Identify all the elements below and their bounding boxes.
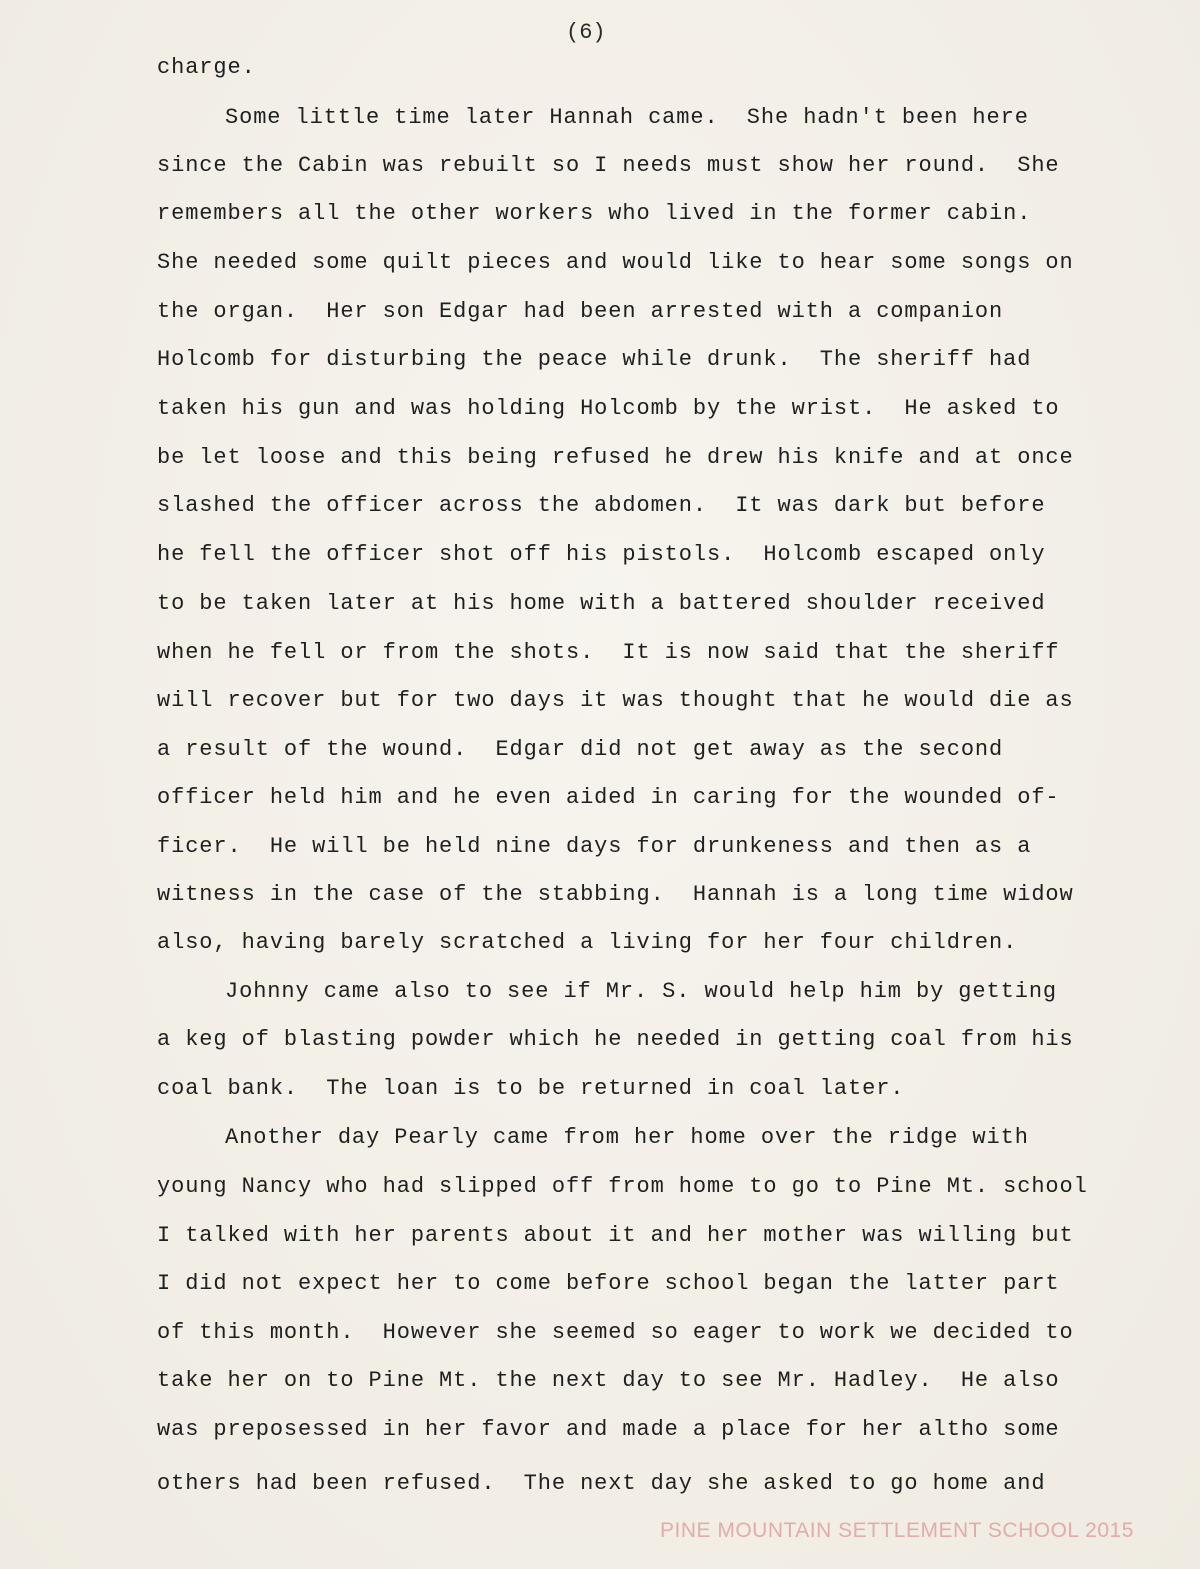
- text-line: charge.: [157, 55, 256, 80]
- text-line: a result of the wound. Edgar did not get away as the second: [157, 737, 1004, 762]
- text-line: witness in the case of the stabbing. Hannah is a long time widow: [157, 882, 1074, 907]
- text-line: slashed the officer across the abdomen. It was dark but before: [157, 493, 1046, 518]
- text-line: the organ. Her son Edgar had been arrested with a companion: [157, 299, 1004, 324]
- text-line: take her on to Pine Mt. the next day to see Mr. Hadley. He also: [157, 1368, 1060, 1393]
- text-line: officer held him and he even aided in caring for the wounded of-: [157, 785, 1060, 810]
- watermark: PINE MOUNTAIN SETTLEMENT SCHOOL 2015: [660, 1519, 1134, 1542]
- text-line: also, having barely scratched a living for her four children.: [157, 930, 1018, 955]
- text-line: he fell the officer shot off his pistols. Holcomb escaped only: [157, 542, 1046, 567]
- text-line: I did not expect her to come before school began the latter part: [157, 1271, 1060, 1296]
- text-line: to be taken later at his home with a battered shoulder received: [157, 591, 1046, 616]
- text-line: of this month. However she seemed so eager to work we decided to: [157, 1320, 1074, 1345]
- text-line: be let loose and this being refused he drew his knife and at once: [157, 445, 1074, 470]
- text-line: taken his gun and was holding Holcomb by the wrist. He asked to: [157, 396, 1060, 421]
- text-line: coal bank. The loan is to be returned in coal later.: [157, 1076, 905, 1101]
- text-line: young Nancy who had slipped off from home to go to Pine Mt. school: [157, 1174, 1088, 1199]
- text-line: ficer. He will be held nine days for drunkeness and then as a: [157, 834, 1032, 859]
- text-line: remembers all the other workers who lived in the former cabin.: [157, 201, 1032, 226]
- text-line: I talked with her parents about it and her mother was willing but: [157, 1223, 1074, 1248]
- text-line: was preposessed in her favor and made a place for her altho some: [157, 1417, 1060, 1442]
- text-line: will recover but for two days it was thought that he would die as: [157, 688, 1074, 713]
- text-line: Another day Pearly came from her home over the ridge with: [225, 1125, 1029, 1150]
- text-line: Some little time later Hannah came. She hadn't been here: [225, 105, 1029, 130]
- text-line: since the Cabin was rebuilt so I needs must show her round. She: [157, 153, 1060, 178]
- text-line: She needed some quilt pieces and would like to hear some songs on: [157, 250, 1074, 275]
- text-line: Holcomb for disturbing the peace while drunk. The sheriff had: [157, 347, 1032, 372]
- text-line: a keg of blasting powder which he needed in getting coal from his: [157, 1027, 1074, 1052]
- text-line: others had been refused. The next day she asked to go home and: [157, 1471, 1046, 1496]
- text-line: when he fell or from the shots. It is now said that the sheriff: [157, 640, 1060, 665]
- text-line: Johnny came also to see if Mr. S. would help him by getting: [225, 979, 1058, 1004]
- page-number: (6): [566, 20, 606, 45]
